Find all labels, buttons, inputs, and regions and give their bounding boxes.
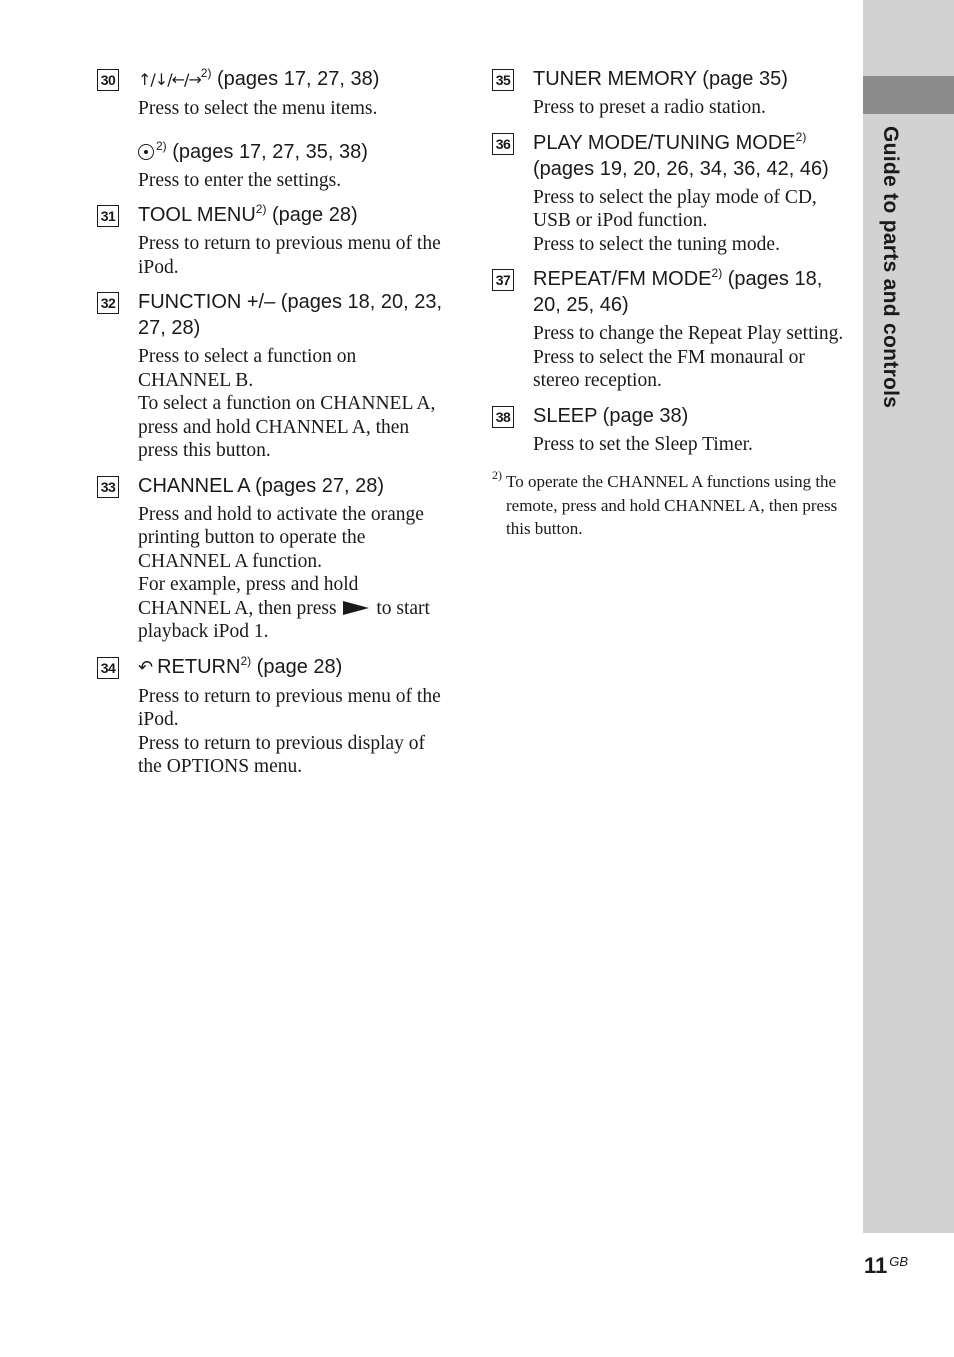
item-35 (492, 66, 852, 120)
sidebar-band (863, 0, 954, 1233)
item-number: 34 (97, 657, 119, 679)
item-subheading (138, 139, 452, 165)
item-number: 37 (492, 269, 514, 291)
item-number: 32 (97, 292, 119, 314)
page-number-suffix: GB (889, 1254, 909, 1269)
footnote-ref: 2) (240, 653, 252, 668)
item-description (138, 503, 452, 644)
item-heading (138, 654, 452, 681)
item-description: Press to enter the settings. (138, 169, 342, 191)
item-description: Press to set the Sleep Timer. (533, 433, 753, 455)
description-line: Press and hold to activate the orange printing button to operate the CHANNEL A function. (138, 503, 424, 572)
item-34 (97, 654, 452, 779)
page-refs: (page 28) (266, 204, 358, 226)
description-line: Press to select the play mode of CD, USB or iPod function. (533, 186, 817, 231)
item-heading (138, 202, 452, 228)
heading-label: PLAY MODE/TUNING MODE (533, 131, 796, 154)
item-description: Press to preset a radio station. (533, 97, 766, 118)
heading-label: RETURN (157, 655, 241, 678)
item-description (138, 345, 452, 463)
enter-icon (138, 144, 154, 160)
return-icon: ↶ (138, 656, 154, 678)
item-description: Press to select the menu items. (138, 98, 378, 119)
description-line: Press to select the FM monaural or stereo reception. (533, 346, 805, 391)
description-line: Press to change the Repeat Play setting. (533, 323, 844, 344)
item-number: 38 (492, 406, 514, 428)
item-heading: FUNCTION +/– (pages 18, 20, 23, 27, 28) (138, 291, 443, 339)
footnote-text: To operate the CHANNEL A functions using the remote, press and hold CHANNEL A, then press this button. (506, 472, 838, 538)
item-number: 33 (97, 476, 119, 498)
item-heading: SLEEP (page 38) (533, 404, 689, 427)
footnote-ref: 2) (255, 202, 267, 216)
description-text: For example, press and hold CHANNEL A, then press (138, 574, 359, 619)
footnote-ref: 2) (156, 138, 167, 153)
item-36 (492, 130, 852, 257)
item-30 (97, 66, 452, 192)
play-icon (343, 601, 369, 615)
footnote-ref: 2) (795, 129, 807, 144)
item-description (138, 685, 452, 779)
page-number (864, 1253, 908, 1279)
description-line (138, 573, 452, 644)
item-number: 35 (492, 69, 514, 91)
item-31 (97, 202, 452, 279)
page-refs: (page 28) (251, 655, 343, 678)
item-heading: TUNER MEMORY (page 35) (533, 68, 788, 90)
item-32 (97, 289, 452, 463)
description-line: Press to select a function on CHANNEL B. (138, 346, 357, 391)
footnote-ref: 2) (200, 66, 212, 80)
page-number-value: 11 (864, 1253, 888, 1278)
description-text: to start playback iPod 1. (138, 597, 430, 642)
section-title: Guide to parts and controls (879, 126, 902, 409)
item-description: Press to return to previous menu of the iPod. (138, 233, 441, 278)
footnote (492, 470, 852, 541)
item-heading (138, 66, 452, 93)
page-refs: (pages 18, 20, 25, 46) (533, 268, 823, 316)
item-38 (492, 403, 852, 457)
item-33 (97, 473, 452, 644)
page-refs: (pages 19, 20, 26, 34, 36, 42, 46) (533, 157, 829, 180)
footnote-mark: 2) (492, 468, 502, 482)
item-37 (492, 266, 852, 393)
item-number: 31 (97, 205, 119, 227)
page-refs: (pages 17, 27, 35, 38) (166, 140, 368, 163)
arrow-keys-icon: ↑/↓/←/→ (138, 70, 201, 89)
item-description (533, 322, 852, 393)
item-heading: CHANNEL A (pages 27, 28) (138, 474, 385, 497)
sidebar-tab-marker (863, 76, 954, 114)
item-number: 30 (97, 69, 119, 91)
heading-label: TOOL MENU (138, 204, 256, 226)
footnote-ref: 2) (711, 266, 723, 280)
description-line: To select a function on CHANNEL A, press and hold CHANNEL A, then press this button. (138, 393, 436, 461)
heading-label: REPEAT/FM MODE (533, 268, 712, 290)
item-description (533, 186, 852, 257)
description-line: Press to return to previous menu of the iPod. (138, 685, 441, 730)
page-refs: (pages 17, 27, 38) (211, 68, 380, 90)
description-line: Press to return to previous display of the OPTIONS menu. (138, 732, 426, 777)
right-column (492, 66, 852, 541)
item-heading (533, 130, 852, 182)
left-column (97, 66, 452, 789)
description-line: Press to select the tuning mode. (533, 233, 780, 255)
item-heading (533, 266, 852, 318)
item-number: 36 (492, 133, 514, 155)
